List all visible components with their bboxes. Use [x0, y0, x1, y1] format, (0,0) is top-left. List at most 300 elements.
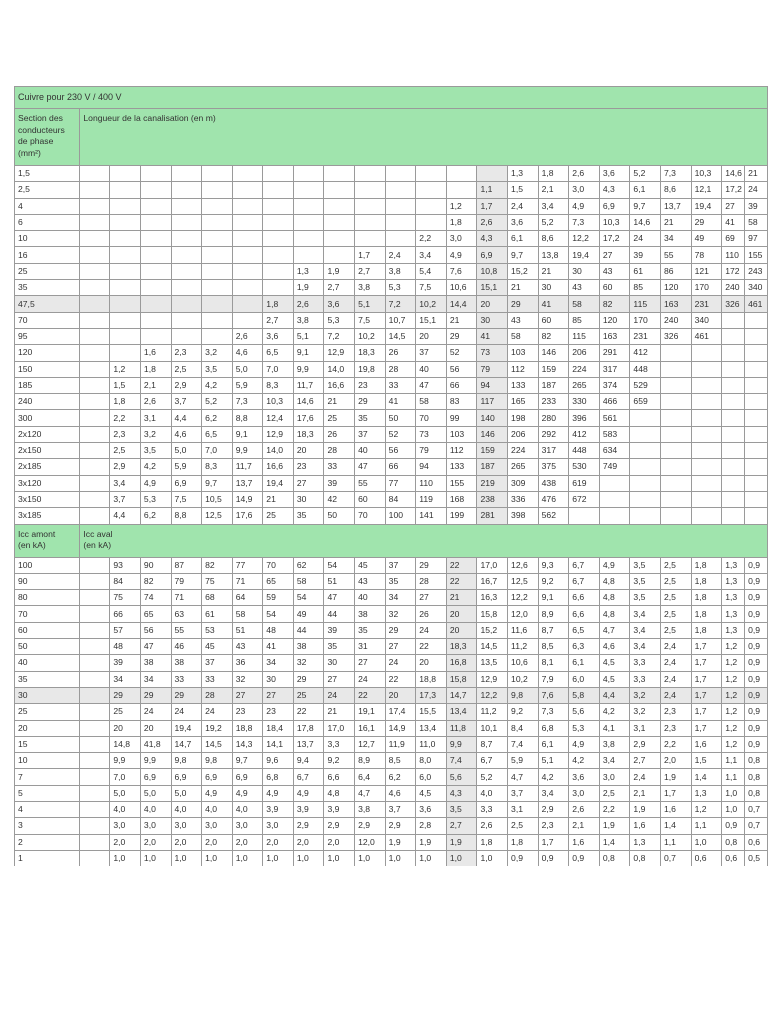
- table-cell: 17,6: [293, 410, 324, 426]
- table-row: [15, 639, 768, 655]
- table-cell: 2,5: [508, 818, 539, 834]
- table-cell: 2,8: [416, 818, 447, 834]
- table-cell: 47: [355, 459, 386, 475]
- table-cell: 37: [355, 426, 386, 442]
- table-cell: 7,3: [661, 166, 692, 182]
- table-cell: 38: [293, 639, 324, 655]
- table-cell: 19,4: [569, 247, 600, 263]
- table-cell: 12,9: [324, 345, 355, 361]
- table-cell: 1,2: [722, 655, 745, 671]
- table-cell: 73: [477, 345, 508, 361]
- table-cell: 199: [446, 508, 477, 524]
- table-cell: 25: [293, 687, 324, 703]
- table-cell: [110, 182, 141, 198]
- table-cell: 0,9: [569, 850, 600, 866]
- table-cell: 27: [355, 655, 386, 671]
- table-cell: [80, 410, 110, 426]
- table-cell: 20: [416, 328, 447, 344]
- icc-aval-header: Icc aval (en kA): [80, 524, 768, 557]
- table-cell: 14,8: [110, 736, 141, 752]
- table-cell: 4,9: [569, 198, 600, 214]
- table-cell: 20: [446, 622, 477, 638]
- table-cell: 6,7: [293, 769, 324, 785]
- table-cell: [599, 491, 630, 507]
- table-cell: 70: [416, 410, 447, 426]
- table-cell: 85: [630, 280, 661, 296]
- table-cell: 6,9: [171, 769, 202, 785]
- table-cell: 52: [446, 345, 477, 361]
- table-cell: 2,9: [171, 377, 202, 393]
- table-cell: 2,7: [263, 312, 294, 328]
- table-cell: [232, 198, 263, 214]
- table-cell: 0,9: [745, 557, 768, 573]
- table-cell: 21: [508, 280, 539, 296]
- table-cell: 2,7: [630, 753, 661, 769]
- table-cell: 32: [293, 655, 324, 671]
- table-cell: 87: [171, 557, 202, 573]
- table-cell: [661, 410, 692, 426]
- table-cell: [80, 508, 110, 524]
- table-cell: 34: [385, 590, 416, 606]
- table-cell: 15,2: [477, 622, 508, 638]
- table-cell: 35: [355, 410, 386, 426]
- table-cell: 3,2: [630, 704, 661, 720]
- table-cell: [110, 263, 141, 279]
- table-cell: 6,9: [232, 769, 263, 785]
- table-cell: 159: [477, 443, 508, 459]
- table-cell: 3,0: [171, 818, 202, 834]
- table-cell: 7,0: [263, 361, 294, 377]
- table-cell: 117: [477, 394, 508, 410]
- table-cell: 1,3: [293, 263, 324, 279]
- table-cell: [722, 426, 745, 442]
- table-cell: 3,6: [569, 769, 600, 785]
- row-label: 1: [15, 850, 80, 866]
- table-cell: 2,6: [140, 394, 171, 410]
- table-cell: [171, 214, 202, 230]
- table-row: [15, 491, 768, 507]
- table-cell: 140: [477, 410, 508, 426]
- table-cell: 3,0: [202, 818, 233, 834]
- table-row: [15, 198, 768, 214]
- row-label: 120: [15, 345, 80, 361]
- table-cell: [171, 247, 202, 263]
- table-cell: 1,8: [691, 606, 722, 622]
- table-cell: 11,7: [232, 459, 263, 475]
- table-cell: 54: [263, 606, 294, 622]
- table-cell: 7,5: [171, 491, 202, 507]
- table-cell: [293, 214, 324, 230]
- table-cell: 206: [508, 426, 539, 442]
- table-cell: 39: [324, 475, 355, 491]
- table-cell: 22: [446, 557, 477, 573]
- table-cell: 4,3: [477, 231, 508, 247]
- table-cell: 2,6: [477, 818, 508, 834]
- table-cell: [202, 296, 233, 312]
- table-cell: 39: [630, 247, 661, 263]
- table-cell: 1,2: [722, 720, 745, 736]
- table-cell: 12,9: [477, 671, 508, 687]
- table-cell: 0,9: [745, 590, 768, 606]
- table-cell: 0,6: [722, 850, 745, 866]
- table-cell: [385, 198, 416, 214]
- table-cell: 14,6: [630, 214, 661, 230]
- table-cell: 10,8: [477, 263, 508, 279]
- table-row: [15, 328, 768, 344]
- table-cell: 110: [416, 475, 447, 491]
- table-cell: 1,8: [691, 590, 722, 606]
- table-cell: 2,9: [293, 818, 324, 834]
- table-cell: [355, 198, 386, 214]
- table-cell: 5,0: [171, 785, 202, 801]
- table-cell: 29: [140, 687, 171, 703]
- table-cell: 11,7: [293, 377, 324, 393]
- table-cell: 155: [446, 475, 477, 491]
- table-cell: 112: [446, 443, 477, 459]
- table-cell: 55: [661, 247, 692, 263]
- table-cell: [110, 328, 141, 344]
- table-cell: 340: [745, 280, 768, 296]
- table-cell: 187: [477, 459, 508, 475]
- table-cell: 13,8: [538, 247, 569, 263]
- table-cell: 1,8: [691, 573, 722, 589]
- table-cell: 9,9: [110, 753, 141, 769]
- table-cell: 0,9: [745, 639, 768, 655]
- table-cell: 4,9: [140, 475, 171, 491]
- table-cell: 8,7: [477, 736, 508, 752]
- table-cell: 2,0: [293, 834, 324, 850]
- table-cell: [263, 182, 294, 198]
- table-cell: [722, 328, 745, 344]
- table-cell: 12,5: [202, 508, 233, 524]
- table-cell: 4,8: [324, 785, 355, 801]
- table-cell: 1,3: [722, 573, 745, 589]
- table-cell: 23: [293, 459, 324, 475]
- row-label: 2: [15, 834, 80, 850]
- table-cell: [80, 590, 110, 606]
- table-cell: 163: [661, 296, 692, 312]
- table-cell: [80, 622, 110, 638]
- table-cell: 4,8: [599, 573, 630, 589]
- table-cell: 4,0: [140, 801, 171, 817]
- table-cell: 46: [171, 639, 202, 655]
- table-cell: 1,3: [722, 622, 745, 638]
- table-cell: 3,4: [599, 753, 630, 769]
- table-row: [15, 443, 768, 459]
- table-cell: 3,7: [385, 801, 416, 817]
- table-cell: 43: [232, 639, 263, 655]
- table-cell: 43: [355, 573, 386, 589]
- table-cell: [80, 459, 110, 475]
- table-cell: 41: [263, 639, 294, 655]
- table-cell: 2,0: [171, 834, 202, 850]
- table-cell: 265: [569, 377, 600, 393]
- table-cell: 27: [263, 687, 294, 703]
- table-cell: 4,9: [599, 557, 630, 573]
- table-cell: 5,2: [538, 214, 569, 230]
- table-cell: 9,8: [202, 753, 233, 769]
- table-cell: 8,5: [538, 639, 569, 655]
- table-cell: 27: [232, 687, 263, 703]
- table-cell: 1,2: [722, 687, 745, 703]
- table-cell: 12,0: [508, 606, 539, 622]
- table-cell: [722, 410, 745, 426]
- table-cell: 59: [263, 590, 294, 606]
- table-cell: [293, 182, 324, 198]
- table-cell: [722, 361, 745, 377]
- table-cell: 4,9: [202, 785, 233, 801]
- table-cell: 1,7: [691, 704, 722, 720]
- table-cell: [80, 328, 110, 344]
- table-cell: [202, 263, 233, 279]
- table-cell: [745, 377, 768, 393]
- table-cell: 77: [385, 475, 416, 491]
- table-cell: 3,5: [446, 801, 477, 817]
- table-cell: 317: [599, 361, 630, 377]
- table-cell: [745, 345, 768, 361]
- table-cell: [140, 296, 171, 312]
- table-cell: 10,6: [446, 280, 477, 296]
- table-cell: 280: [538, 410, 569, 426]
- table-cell: 53: [202, 622, 233, 638]
- table-cell: 219: [477, 475, 508, 491]
- table-cell: 7,0: [202, 443, 233, 459]
- table-cell: [110, 312, 141, 328]
- table-cell: [324, 231, 355, 247]
- table-cell: 6,1: [630, 182, 661, 198]
- table-cell: 1,1: [477, 182, 508, 198]
- table-cell: 4,8: [599, 606, 630, 622]
- table-cell: 3,1: [508, 801, 539, 817]
- table-row: [15, 312, 768, 328]
- table-cell: 10,3: [599, 214, 630, 230]
- table-row: [15, 410, 768, 426]
- table-cell: 44: [293, 622, 324, 638]
- table-cell: 14,5: [385, 328, 416, 344]
- table-cell: 1,9: [416, 834, 447, 850]
- table-row: [15, 280, 768, 296]
- table-cell: 2,0: [263, 834, 294, 850]
- table-cell: 31: [355, 639, 386, 655]
- table-cell: 7,2: [385, 296, 416, 312]
- table-cell: 5,9: [171, 459, 202, 475]
- table-cell: [140, 231, 171, 247]
- table-cell: 73: [416, 426, 447, 442]
- table-cell: 51: [324, 573, 355, 589]
- table-cell: 398: [508, 508, 539, 524]
- table-cell: 291: [599, 345, 630, 361]
- table-cell: 9,2: [508, 704, 539, 720]
- table-cell: [661, 394, 692, 410]
- table-cell: [110, 280, 141, 296]
- table-cell: 14,5: [202, 736, 233, 752]
- table-cell: 12,9: [263, 426, 294, 442]
- table-cell: 9,9: [293, 361, 324, 377]
- table-cell: 41: [538, 296, 569, 312]
- table-cell: 58: [745, 214, 768, 230]
- table-cell: 5,9: [508, 753, 539, 769]
- table-cell: [630, 426, 661, 442]
- table-cell: 8,1: [538, 655, 569, 671]
- table-cell: 9,7: [232, 753, 263, 769]
- table-cell: [385, 166, 416, 182]
- table-cell: 396: [569, 410, 600, 426]
- table-cell: [691, 475, 722, 491]
- table-cell: 47: [324, 590, 355, 606]
- table-cell: 2,0: [110, 834, 141, 850]
- table-cell: 26: [385, 345, 416, 361]
- table-cell: 1,3: [722, 606, 745, 622]
- table-cell: 0,9: [745, 671, 768, 687]
- table-cell: [140, 214, 171, 230]
- table-cell: 33: [324, 459, 355, 475]
- table-cell: 52: [385, 426, 416, 442]
- table-cell: 4,6: [599, 639, 630, 655]
- table-cell: 9,1: [538, 590, 569, 606]
- table-cell: 16,3: [477, 590, 508, 606]
- table-cell: 19,8: [355, 361, 386, 377]
- table-cell: 6,8: [263, 769, 294, 785]
- table-cell: 2,6: [569, 166, 600, 182]
- table-cell: 2,3: [171, 345, 202, 361]
- table-cell: 30: [263, 671, 294, 687]
- table-cell: 14,6: [722, 166, 745, 182]
- table-cell: 0,7: [745, 818, 768, 834]
- table-cell: 34: [263, 655, 294, 671]
- table-cell: [140, 280, 171, 296]
- table-cell: 37: [416, 345, 447, 361]
- table-cell: 119: [416, 491, 447, 507]
- table-cell: 2,9: [385, 818, 416, 834]
- table-cell: 24: [355, 671, 386, 687]
- table-cell: 6,9: [140, 769, 171, 785]
- table-cell: [263, 214, 294, 230]
- table-cell: 21: [263, 491, 294, 507]
- table-cell: 62: [293, 557, 324, 573]
- table-cell: 8,9: [355, 753, 386, 769]
- table-cell: 412: [569, 426, 600, 442]
- table-cell: 35: [385, 573, 416, 589]
- table-cell: 4,7: [508, 769, 539, 785]
- table-cell: [661, 459, 692, 475]
- table-cell: 0,7: [745, 801, 768, 817]
- table-cell: [110, 231, 141, 247]
- table-cell: 5,4: [416, 263, 447, 279]
- table-cell: [80, 426, 110, 442]
- table-cell: 9,9: [232, 443, 263, 459]
- row-label: 30: [15, 687, 80, 703]
- table-cell: 19,4: [691, 198, 722, 214]
- table-cell: 79: [416, 443, 447, 459]
- table-cell: 4,5: [599, 671, 630, 687]
- table-cell: 24: [385, 655, 416, 671]
- table-cell: 4,9: [232, 785, 263, 801]
- table-cell: 1,7: [477, 198, 508, 214]
- table-cell: 5,8: [569, 687, 600, 703]
- table-cell: 0,9: [745, 736, 768, 752]
- table-cell: 69: [722, 231, 745, 247]
- table-cell: 78: [691, 247, 722, 263]
- table-cell: [722, 345, 745, 361]
- table-cell: 11,8: [446, 720, 477, 736]
- table-cell: [691, 426, 722, 442]
- table-cell: 20: [416, 655, 447, 671]
- table-cell: 3,4: [538, 785, 569, 801]
- table-cell: 0,6: [745, 834, 768, 850]
- table-cell: 38: [355, 606, 386, 622]
- table-cell: 6,2: [202, 410, 233, 426]
- table-cell: 3,4: [416, 247, 447, 263]
- table-cell: 238: [477, 491, 508, 507]
- table-cell: 50: [385, 410, 416, 426]
- section-header: Section des conducteurs de phase (mm²): [15, 109, 80, 166]
- table-cell: 11,0: [416, 736, 447, 752]
- table-cell: 70: [355, 508, 386, 524]
- table-cell: [745, 426, 768, 442]
- table-cell: 1,2: [722, 704, 745, 720]
- table-cell: 6,5: [569, 622, 600, 638]
- table-cell: [355, 166, 386, 182]
- table-cell: 20: [446, 606, 477, 622]
- table-cell: [110, 166, 141, 182]
- table-cell: 33: [385, 377, 416, 393]
- table-cell: 43: [508, 312, 539, 328]
- table-cell: 3,5: [630, 573, 661, 589]
- table-cell: 6,9: [202, 769, 233, 785]
- table-cell: 3,2: [202, 345, 233, 361]
- table-cell: 27: [385, 639, 416, 655]
- table-cell: 6,9: [599, 198, 630, 214]
- table-cell: [385, 231, 416, 247]
- table-cell: 7,9: [538, 671, 569, 687]
- table-cell: [80, 231, 110, 247]
- table-cell: [80, 834, 110, 850]
- table-cell: 583: [599, 426, 630, 442]
- table-cell: 9,2: [538, 573, 569, 589]
- table-cell: [630, 443, 661, 459]
- table-cell: 187: [538, 377, 569, 393]
- table-cell: 7,4: [446, 753, 477, 769]
- table-cell: 9,8: [171, 753, 202, 769]
- table-cell: [599, 475, 630, 491]
- table-cell: 2,9: [324, 818, 355, 834]
- table-cell: 240: [722, 280, 745, 296]
- table-cell: 16,6: [324, 377, 355, 393]
- table-cell: [202, 328, 233, 344]
- table-cell: 461: [745, 296, 768, 312]
- table-cell: 70: [263, 557, 294, 573]
- table-cell: [110, 198, 141, 214]
- table-cell: 3,6: [263, 328, 294, 344]
- table-cell: 206: [569, 345, 600, 361]
- table-cell: [140, 263, 171, 279]
- table-cell: [140, 312, 171, 328]
- table-cell: 5,2: [477, 769, 508, 785]
- table-cell: 94: [416, 459, 447, 475]
- table-cell: 33: [202, 671, 233, 687]
- table-cell: [80, 345, 110, 361]
- table-cell: 9,7: [630, 198, 661, 214]
- table-cell: 6,2: [385, 769, 416, 785]
- table-cell: 326: [661, 328, 692, 344]
- table-row: [15, 834, 768, 850]
- table-cell: 7,6: [538, 687, 569, 703]
- table-cell: [80, 377, 110, 393]
- table-cell: 84: [385, 491, 416, 507]
- table-cell: [80, 753, 110, 769]
- table-cell: 13,7: [232, 475, 263, 491]
- table-cell: [722, 475, 745, 491]
